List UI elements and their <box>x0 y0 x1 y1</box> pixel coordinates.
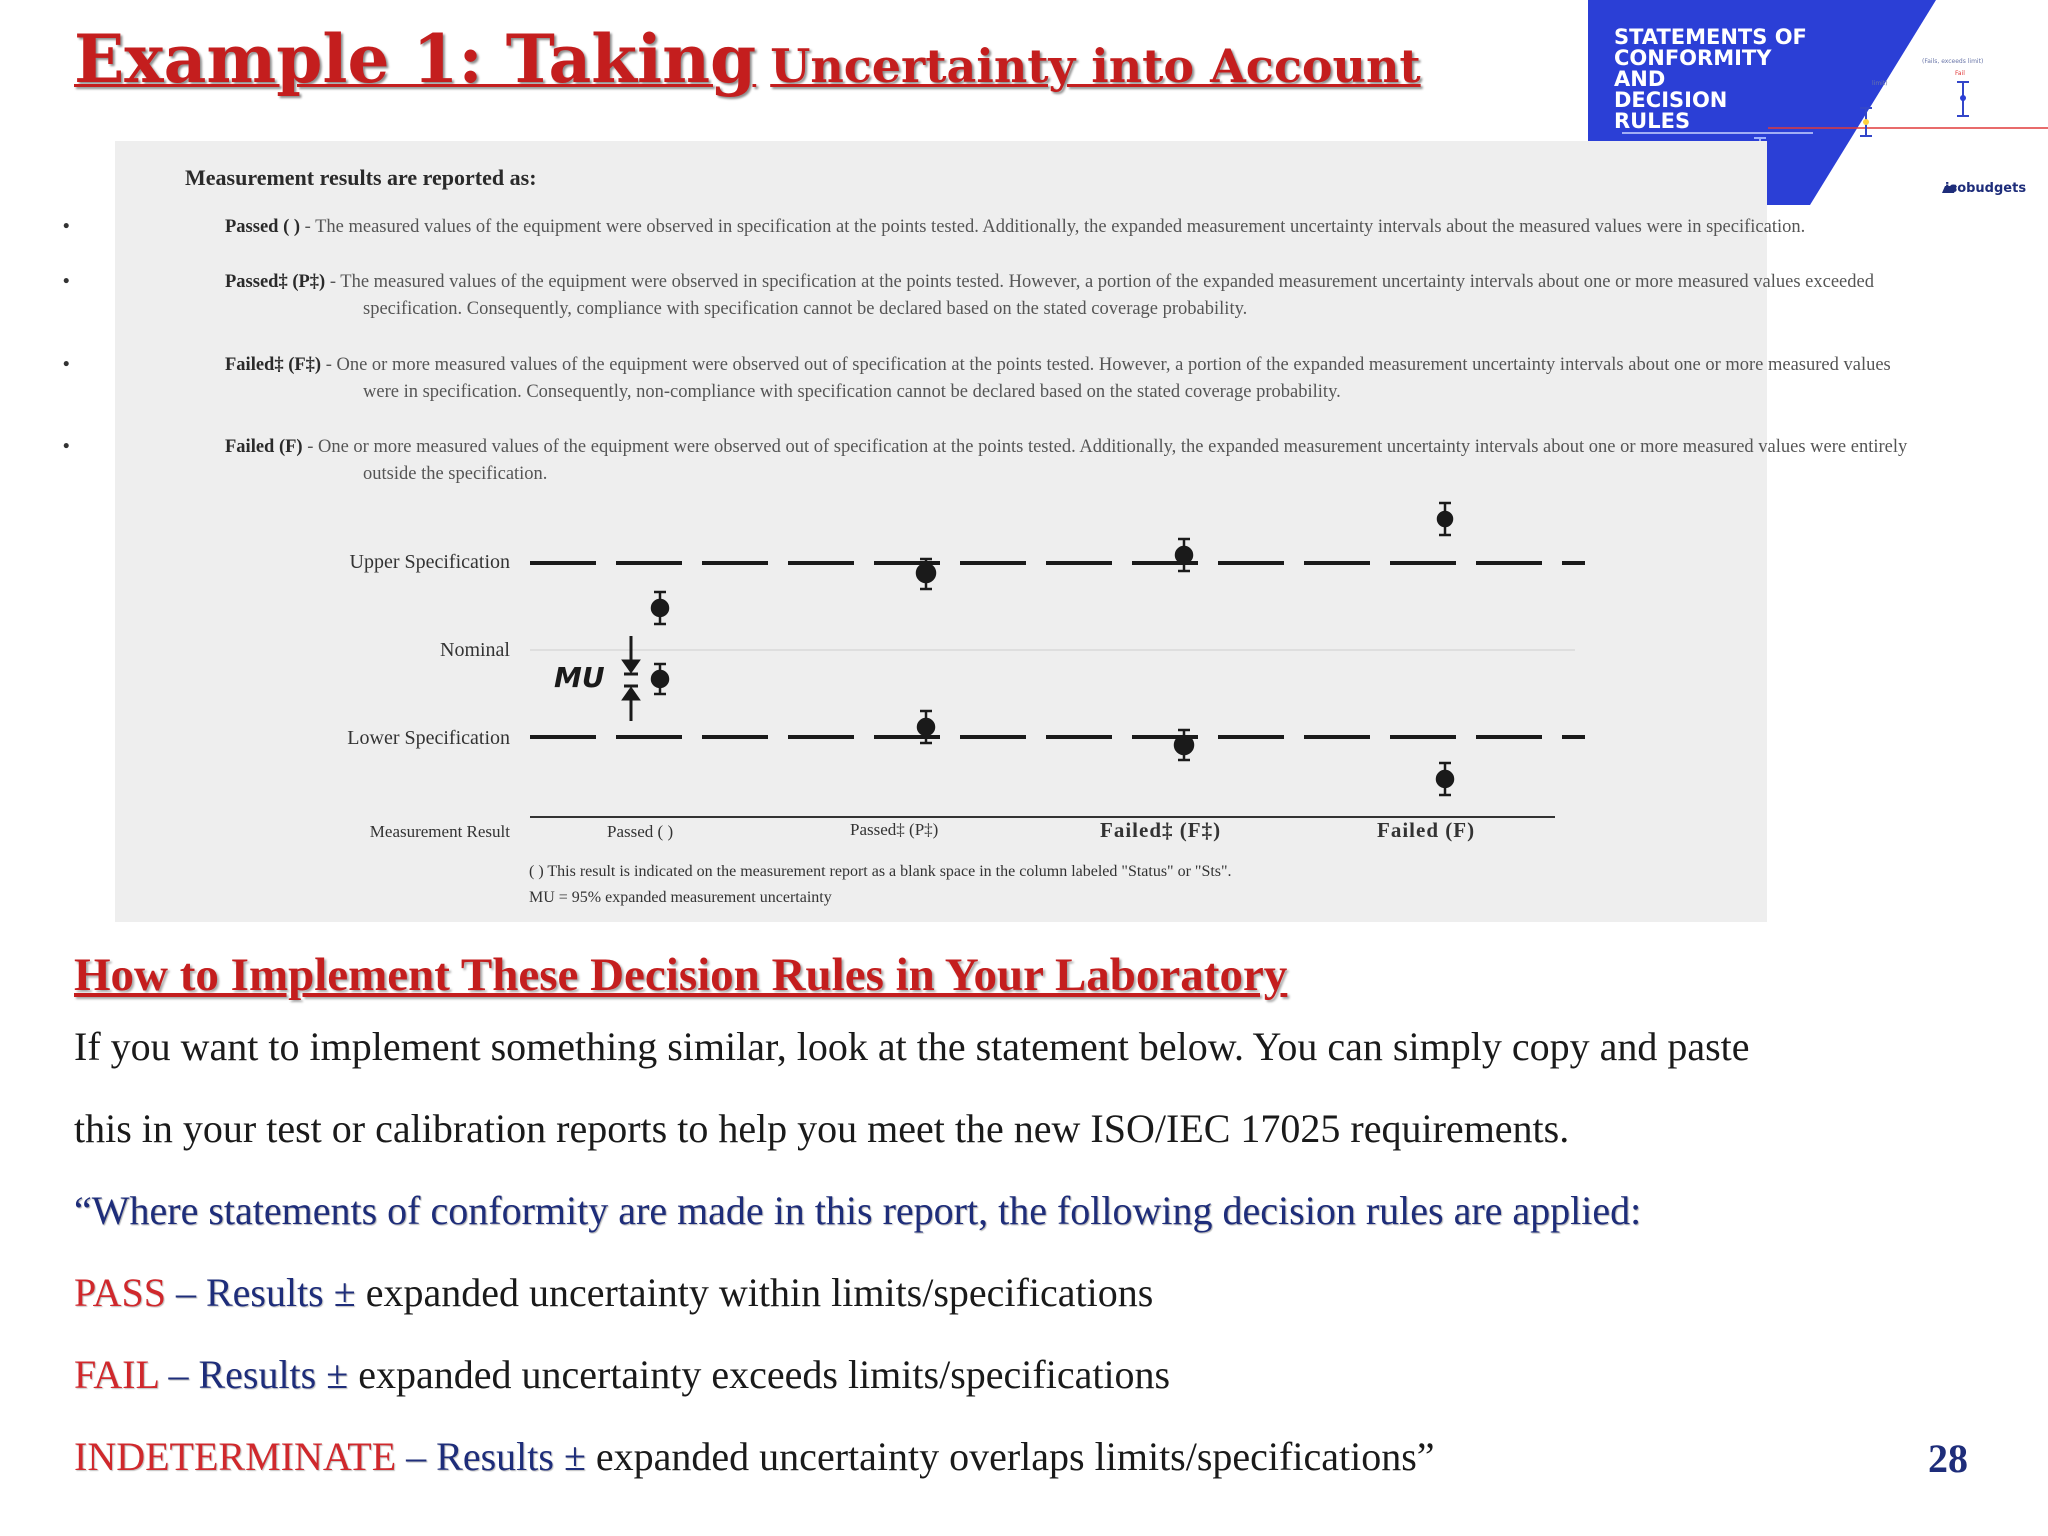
rule-text: expanded uncertainty overlaps limits/specifications” <box>585 1434 1435 1479</box>
point-passed-high <box>652 592 668 624</box>
rule-dash: – <box>165 1270 206 1315</box>
slide-title <box>74 20 1574 100</box>
title-sub: Uncertainty into Account <box>770 39 1421 93</box>
rule-dash: – <box>158 1352 199 1397</box>
logo-mini-label: limit) <box>1872 80 1888 87</box>
category-failed: Failed (F) <box>1377 818 1476 842</box>
mu-label: MU <box>554 661 605 694</box>
rule-text: expanded uncertainty within limits/specifications <box>355 1270 1154 1315</box>
rule-indeterminate <box>74 1433 1435 1480</box>
point-passed-low <box>652 664 668 694</box>
rule-pass <box>74 1269 1153 1316</box>
rule-dash: – <box>396 1434 437 1479</box>
rule-keyword: FAIL <box>74 1352 159 1397</box>
footnote-blank: ( ) This result is indicated on the measurement report as a blank space in the column labeled "Status" or "Sts". <box>529 863 1232 880</box>
bullet-term: Passed ( ) <box>225 217 301 237</box>
point-fq-lower <box>1175 730 1193 760</box>
scanned-figure <box>63 141 1908 922</box>
section-heading: How to Implement These Decision Rules in Your Laboratory <box>74 949 1288 1001</box>
bullet-failed: • Failed (F) - One or more measured values of the equipment were observed out of specification at the points tested. Additionally, the expanded measurement uncertainty intervals about one or more measured values were entirely outside the specification. <box>63 437 1908 484</box>
bullet-passed: • Passed ( ) - The measured values of the equipment were observed in specification at the points tested. Additionally, the expanded measurement uncertainty intervals about the measured values were in specification. <box>63 217 1806 237</box>
point-fq-upper <box>1176 539 1192 571</box>
nominal-label: Nominal <box>440 639 510 661</box>
paragraph-line: this in your test or calibration reports to help you meet the new ISO/IEC 17025 requirements. <box>74 1106 1570 1151</box>
rule-keyword: INDETERMINATE <box>74 1434 397 1479</box>
footnote-mu: MU = 95% expanded measurement uncertainty <box>529 889 832 906</box>
bullet-text: - The measured values of the equipment were observed in specification at the points tested. However, a portion of the expanded measurement uncertainty intervals about one or more measured values exceeded specification. Consequently, compliance with specification cannot be declared based on the stated coverage probability. <box>325 272 1874 319</box>
upper-spec-label: Upper Specification <box>349 551 510 573</box>
logo-title-line: AND <box>1614 67 1666 91</box>
rule-results: Results ± <box>436 1434 586 1479</box>
point-failed-low <box>1437 763 1453 795</box>
logo-mini-label: (Fails, exceeds limit) <box>1922 58 1984 65</box>
bullet-text: - The measured values of the equipment were observed in specification at the points tested. Additionally, the expanded measurement uncertainty intervals about the measured values were in specification. <box>300 217 1806 237</box>
lower-spec-label: Lower Specification <box>347 727 510 749</box>
rule-results: Results ± <box>205 1270 356 1315</box>
rule-results: Results ± <box>198 1352 349 1397</box>
uncertainty-diagram <box>115 141 1767 922</box>
bullet-term: Failed‡ (F‡) <box>225 355 322 375</box>
decision-rule-quote: “Where statements of conformity are made in this report, the following decision rules are applied: <box>74 1188 1642 1233</box>
bullet-text: - One or more measured values of the equipment were observed out of specification at the points tested. Additionally, the expanded measurement uncertainty intervals about one or more measured values were entirely outside the specification. <box>302 437 1908 484</box>
title-main: Example 1: Taking <box>74 20 757 98</box>
bullet-passed-qualified: • Passed‡ (P‡) - The measured values of the equipment were observed in specification at the points tested. However, a portion of the expanded measurement uncertainty intervals about one or more measured values exceeded specification. Consequently, compliance with specification cannot be declared based on the stated coverage probability. <box>63 272 1874 319</box>
category-failed-qualified: Failed‡ (F‡) <box>1100 818 1222 842</box>
mu-arrows <box>624 636 638 721</box>
rule-text: expanded uncertainty exceeds limits/specifications <box>348 1352 1171 1397</box>
logo-title-line: CONFORMITY <box>1614 46 1772 70</box>
paragraph-line: If you want to implement something similar, look at the statement below. You can simply copy and paste <box>74 1024 1750 1069</box>
result-label: Measurement Result <box>369 822 510 841</box>
bullet-term: Passed‡ (P‡) <box>225 272 326 292</box>
bullet-text: - One or more measured values of the equipment were observed out of specification at the points tested. However, a portion of the expanded measurement uncertainty intervals about one or more measured values were in specification. Consequently, non-compliance with specification cannot be declared based on the stated coverage probability. <box>321 355 1891 402</box>
rule-fail <box>74 1351 1170 1398</box>
rule-keyword: PASS <box>74 1270 166 1315</box>
logo-title-line: STATEMENTS OF <box>1614 25 1807 49</box>
logo-title-line: DECISION <box>1614 88 1728 112</box>
page-number: 28 <box>1928 1436 1968 1481</box>
category-passed-qualified: Passed‡ (P‡) <box>850 820 939 839</box>
scan-heading: Measurement results are reported as: <box>185 165 537 190</box>
bullet-failed-qualified: • Failed‡ (F‡) - One or more measured values of the equipment were observed out of specification at the points tested. However, a portion of the expanded measurement uncertainty intervals about one or more measured values were in specification. Consequently, non-compliance with specification cannot be declared based on the stated coverage probability. <box>63 355 1891 402</box>
point-failed-high <box>1438 503 1452 535</box>
category-passed: Passed ( ) <box>607 822 674 841</box>
logo-title <box>1614 27 1854 132</box>
logo-brand: isobudgets <box>1945 181 2027 196</box>
bullet-term: Failed (F) <box>225 437 303 457</box>
logo-title-line: RULES <box>1614 109 1691 133</box>
logo-mini-label: Fail <box>1955 70 1965 77</box>
